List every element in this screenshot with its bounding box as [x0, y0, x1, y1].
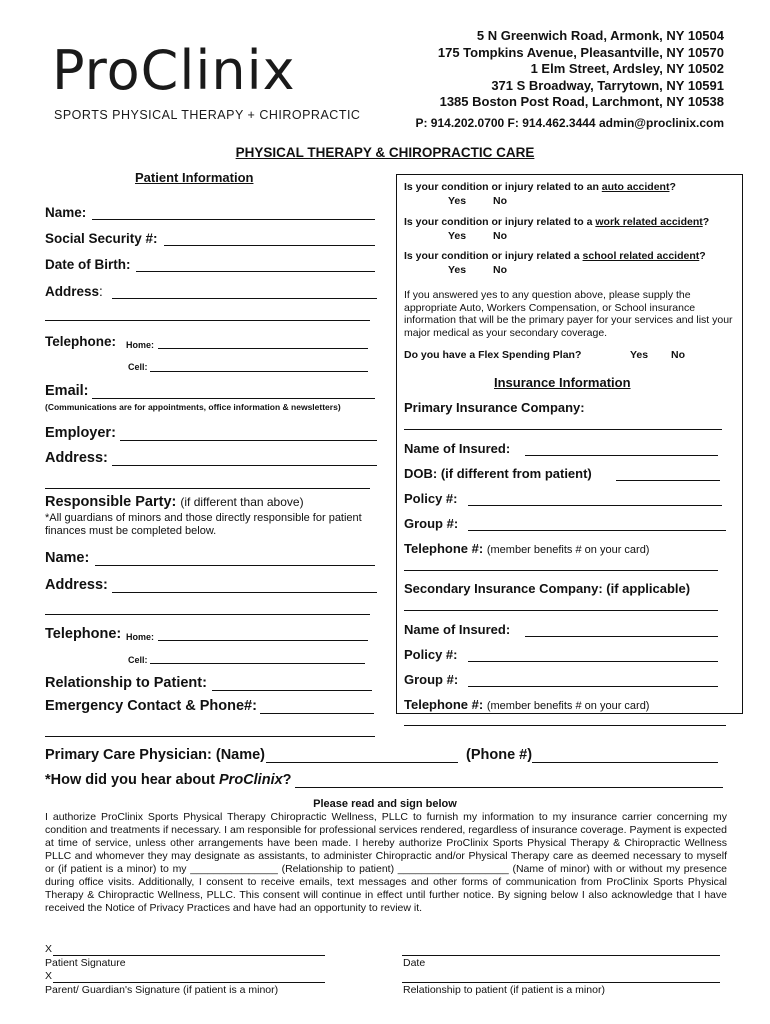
work-accident-question: Is your condition or injury related to a work related accident? [404, 216, 710, 228]
consent-heading: Please read and sign below [313, 798, 457, 810]
address-line: 1385 Boston Post Road, Larchmont, NY 10538 [439, 94, 724, 109]
referral-field[interactable] [295, 787, 723, 788]
guardian-signature-label: Parent/ Guardian's Signature (if patient is a minor) [45, 984, 279, 996]
physician-phone-label: (Phone #) [466, 747, 533, 763]
primary-group-field[interactable] [468, 530, 726, 531]
primary-insurance-label: Primary Insurance Company: [404, 400, 585, 415]
secondary-insurance-label: Secondary Insurance Company: (if applicable) [404, 581, 691, 596]
resp-address-field-2[interactable] [45, 614, 370, 615]
secondary-insurance-field[interactable] [404, 610, 718, 611]
address-line: 1 Elm Street, Ardsley, NY 10502 [530, 61, 724, 76]
home-phone-field[interactable] [158, 348, 368, 349]
minor-relationship-label: Relationship to patient (if patient is a minor) [403, 984, 605, 996]
name-label: Name: [45, 205, 87, 220]
resp-cell-label: Cell: [128, 655, 148, 665]
address-field-1[interactable] [112, 298, 377, 299]
email-note: (Communications are for appointments, office information & newsletters) [45, 402, 341, 412]
primary-dob-field[interactable] [616, 480, 720, 481]
resp-telephone-label: Telephone: [45, 626, 122, 642]
work-no-option[interactable]: No [493, 230, 507, 242]
patient-signature-label: Patient Signature [45, 957, 126, 969]
date-field[interactable] [402, 955, 720, 956]
email-field[interactable] [92, 398, 375, 399]
secondary-policy-label: Policy #: [404, 647, 458, 662]
responsible-note: *All guardians of minors and those directly responsible for patient finances must be completed below. [45, 512, 362, 537]
primary-insured-name-label: Name of Insured: [404, 441, 511, 456]
resp-address-field-1[interactable] [112, 592, 377, 593]
date-label: Date [403, 957, 426, 969]
primary-insurance-field[interactable] [404, 429, 722, 430]
ssn-field[interactable] [164, 245, 375, 246]
secondary-group-label: Group #: [404, 672, 459, 687]
employer-address-field-2[interactable] [45, 488, 370, 489]
employer-field[interactable] [120, 440, 377, 441]
flex-spending-question: Do you have a Flex Spending Plan? [404, 349, 582, 361]
ssn-label: Social Security #: [45, 231, 158, 246]
resp-home-label: Home: [126, 632, 155, 642]
consent-text: I authorize ProClinix Sports Physical Therapy Chiropractic Wellness, PLLC to furnish my information to my insurance carrier concerning my condition and treatments if necessary. I am responsible for professional services rendered, regardless of insurance coverage. Payment is expected at time of service, unless other arrangements have been made. I hereby authorize ProClinix Sports Physical Therapy & Chiropractic Wellness PLLC and whomever they may designate as assistants, to administer Chiropractic and/or Physical Therapy care as deemed necessary to myself or (if patient is a minor) to my _______________ (Relationship to patient) ___________________ (Name of minor) with or without my presence during office visits. Additionally, I consent to receive emails, text messages and other forms of communication from ProClinix Sports Physical Therapy & Chiropractic Wellness, PLLC. This consent will continue in effect until further notice. By signing below I also acknowledge that I have received the Notice of Privacy Practices and have had an opportunity to review it. [45, 811, 727, 914]
secondary-insured-name-field[interactable] [525, 636, 718, 637]
cell-phone-field[interactable] [150, 371, 368, 372]
flex-yes-option[interactable]: Yes [630, 349, 649, 361]
guardian-signature-x: X [45, 970, 53, 982]
secondary-telephone-label: Telephone #: (member benefits # on your card) [404, 697, 650, 712]
school-no-option[interactable]: No [493, 264, 507, 276]
resp-name-field[interactable] [95, 565, 375, 566]
employer-address-field-1[interactable] [112, 465, 377, 466]
address-field-2[interactable] [45, 320, 370, 321]
patient-info-heading: Patient Information [135, 170, 254, 185]
primary-insured-name-field[interactable] [525, 455, 718, 456]
relationship-label: Relationship to Patient: [45, 675, 207, 691]
form-title: PHYSICAL THERAPY & CHIROPRACTIC CARE [235, 145, 535, 160]
auto-yes-option[interactable]: Yes [448, 195, 467, 207]
dob-label: Date of Birth: [45, 257, 131, 272]
referral-question: *How did you hear about ProClinix? [45, 772, 292, 788]
minor-relationship-field[interactable] [402, 982, 720, 983]
name-field[interactable] [92, 219, 375, 220]
primary-group-label: Group #: [404, 516, 459, 531]
logo-tagline: SPORTS PHYSICAL THERAPY + CHIROPRACTIC [54, 108, 361, 122]
contact-info: P: 914.202.0700 F: 914.462.3444 admin@proclinix.com [415, 116, 724, 130]
emergency-contact-field[interactable] [260, 713, 374, 714]
resp-name-label: Name: [45, 550, 90, 566]
employer-label: Employer: [45, 425, 116, 441]
guardian-signature-field[interactable] [53, 982, 325, 983]
logo: ProClinix [52, 39, 296, 102]
physician-name-label: Primary Care Physician: (Name) [45, 747, 266, 763]
auto-no-option[interactable]: No [493, 195, 507, 207]
address-line: 371 S Broadway, Tarrytown, NY 10591 [491, 77, 724, 93]
secondary-group-field[interactable] [468, 686, 718, 687]
cell-label: Cell: [128, 362, 148, 372]
work-yes-option[interactable]: Yes [448, 230, 467, 242]
school-yes-option[interactable]: Yes [448, 264, 467, 276]
relationship-field[interactable] [212, 690, 372, 691]
patient-signature-field[interactable] [53, 955, 325, 956]
auto-accident-question: Is your condition or injury related to an auto accident? [404, 181, 676, 193]
primary-policy-label: Policy #: [404, 491, 458, 506]
primary-policy-field[interactable] [468, 505, 722, 506]
emergency-contact-field-2[interactable] [45, 736, 375, 737]
address-list [424, 28, 724, 111]
email-label: Email: [45, 383, 89, 399]
secondary-insured-name-label: Name of Insured: [404, 622, 511, 637]
physician-name-field[interactable] [266, 762, 458, 763]
resp-cell-phone-field[interactable] [150, 663, 365, 664]
primary-telephone-label: Telephone #: (member benefits # on your card) [404, 541, 650, 556]
insurance-info-heading: Insurance Information [494, 375, 631, 390]
address-line: 175 Tompkins Avenue, Pleasantville, NY 10570 [437, 44, 724, 60]
address-line: 5 N Greenwich Road, Armonk, NY 10504 [476, 28, 724, 43]
patient-signature-x: X [45, 943, 53, 955]
flex-no-option[interactable]: No [671, 349, 685, 361]
insurance-instructions: If you answered yes to any question above, please supply the appropriate Auto, Workers Compensation, or School insurance information that will be the primary payer for your services and list your major medical as your secondary coverage. [404, 289, 733, 339]
resp-address-label: Address: [45, 577, 108, 593]
physician-phone-field[interactable] [532, 762, 718, 763]
resp-home-phone-field[interactable] [158, 640, 368, 641]
primary-dob-label: DOB: (if different from patient) [404, 466, 592, 481]
dob-field[interactable] [136, 271, 375, 272]
responsible-party-label: Responsible Party: (if different than above) [45, 494, 304, 510]
primary-telephone-field[interactable] [404, 570, 718, 571]
secondary-policy-field[interactable] [468, 661, 718, 662]
employer-address-label: Address: [45, 450, 108, 466]
secondary-telephone-field[interactable] [404, 725, 726, 726]
school-accident-question: Is your condition or injury related a school related accident? [404, 250, 706, 262]
home-label: Home: [126, 340, 155, 350]
emergency-contact-label: Emergency Contact & Phone#: [45, 698, 257, 714]
address-label: Address: [45, 284, 103, 299]
telephone-label: Telephone: [45, 334, 117, 349]
